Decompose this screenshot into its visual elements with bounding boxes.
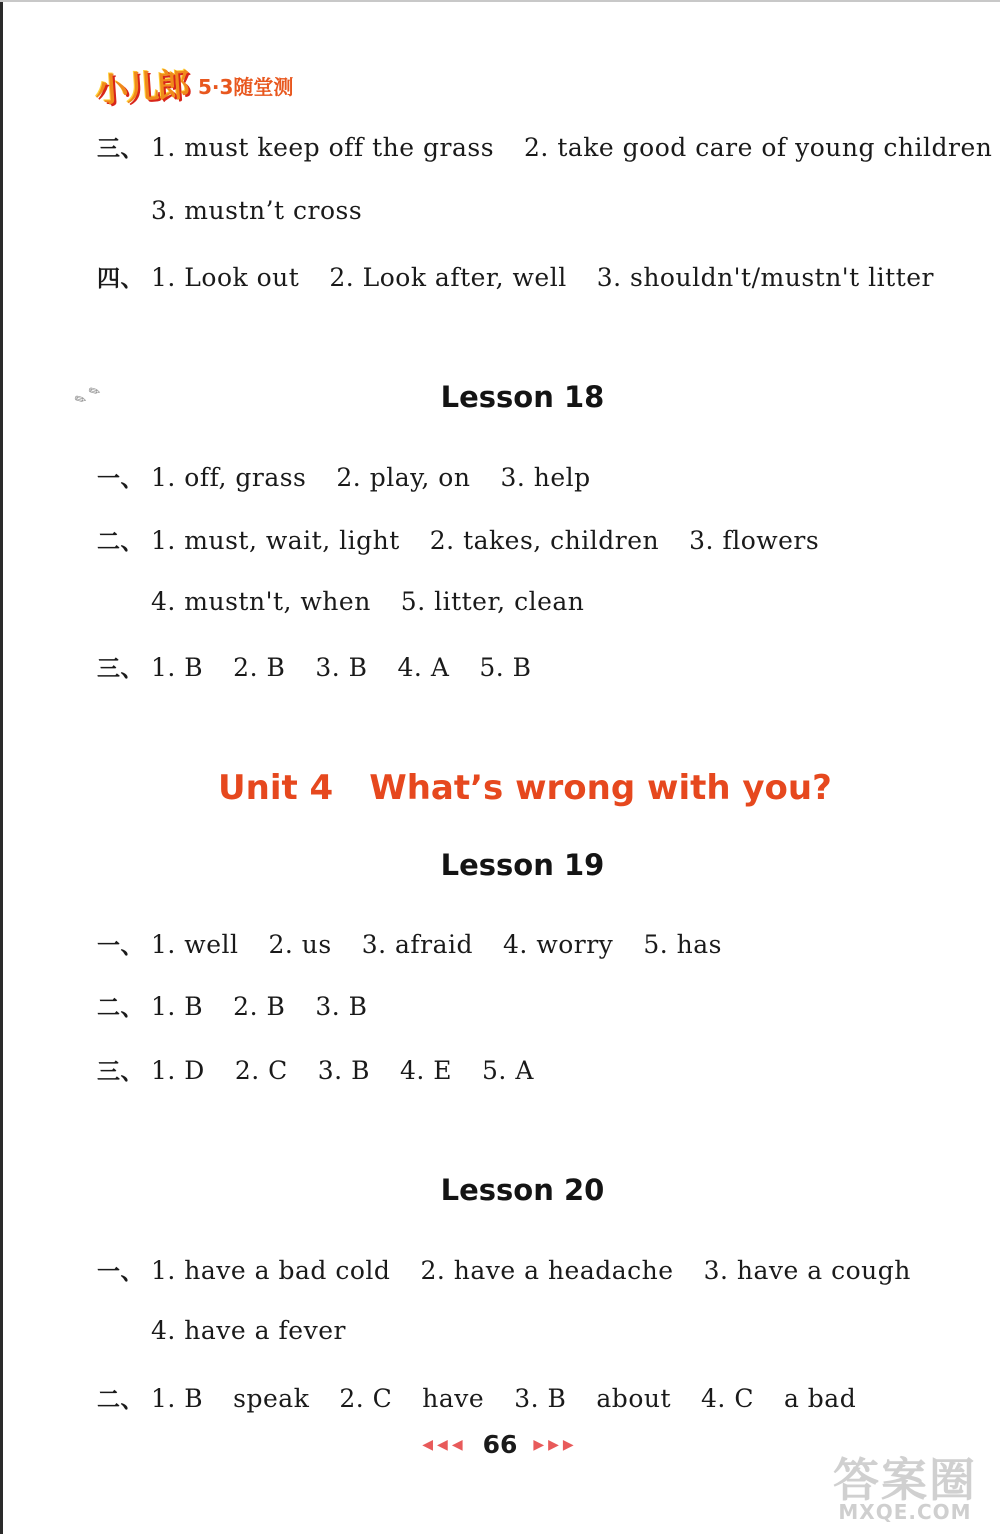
answer-item: 2. us xyxy=(268,930,332,959)
question-number: 四、 xyxy=(97,266,144,292)
answer-row-q3 xyxy=(97,650,532,683)
unit-title: What’s wrong with you? xyxy=(369,768,832,808)
answer-row-q2 xyxy=(97,1381,856,1414)
answer-item: 2. play, on xyxy=(336,463,471,492)
answer-item: 3. flowers xyxy=(689,526,820,555)
watermark-logo: 答案圈 xyxy=(833,1453,977,1507)
answer-row-q3 xyxy=(97,130,992,163)
watermark-url: MXQE.COM xyxy=(838,1500,972,1524)
answer-item: 2. C xyxy=(234,1056,288,1085)
answer-item: 5. B xyxy=(479,653,532,682)
answer-item: 5. litter, clean xyxy=(400,587,585,616)
answer-row-continuation xyxy=(151,587,584,616)
answer-item: 3. shouldn't/mustn't litter xyxy=(596,263,935,292)
answer-item: 4. C xyxy=(701,1384,754,1413)
answer-item: 2. Look after, well xyxy=(329,263,567,292)
answer-item: 5. A xyxy=(482,1056,534,1085)
answer-item: 2. take good care of young children xyxy=(524,133,993,162)
answer-row-q2 xyxy=(97,989,368,1022)
question-number: 一、 xyxy=(97,1259,144,1285)
brand-header xyxy=(95,62,293,109)
answer-row-q1 xyxy=(97,1253,911,1286)
question-number: 一、 xyxy=(97,933,144,959)
answer-row-q1 xyxy=(97,460,591,493)
answer-row-continuation xyxy=(151,196,362,225)
answer-item: have xyxy=(422,1384,485,1413)
question-number: 三、 xyxy=(97,1059,144,1085)
lesson-19-heading: Lesson 19 xyxy=(440,848,605,882)
unit-heading xyxy=(218,768,832,808)
right-arrows-icon: ▶▶▶ xyxy=(533,1436,578,1453)
answer-item: 3. B xyxy=(317,1056,370,1085)
answer-item: 1. have a bad cold xyxy=(151,1256,391,1285)
question-number: 二、 xyxy=(97,529,144,555)
unit-label: Unit 4 xyxy=(218,768,334,808)
page-left-border xyxy=(0,0,3,1534)
watermark xyxy=(820,1444,990,1524)
question-number: 二、 xyxy=(97,995,144,1021)
lesson-18-heading: Lesson 18 xyxy=(440,380,605,414)
answer-item: 5. has xyxy=(643,930,722,959)
answer-item: 1. B xyxy=(151,992,204,1021)
brand-series-title: 5·3随堂测 xyxy=(198,75,294,99)
answer-item: 1. Look out xyxy=(151,263,300,292)
answer-row-q1 xyxy=(97,927,722,960)
answer-item: 3. B xyxy=(315,653,368,682)
answer-item: 1. B xyxy=(151,653,204,682)
answer-item: 2. B xyxy=(233,653,286,682)
answer-item: 4. have a fever xyxy=(151,1316,346,1345)
answer-row-q3 xyxy=(97,1053,534,1086)
answer-item: 3. afraid xyxy=(361,930,474,959)
answer-item: 3. mustn’t cross xyxy=(151,196,363,225)
answer-item: 1. must keep off the grass xyxy=(151,133,495,162)
answer-item: 4. E xyxy=(399,1056,453,1085)
answer-item: 4. A xyxy=(397,653,450,682)
answer-item: 4. worry xyxy=(503,930,614,959)
answer-item: 3. have a cough xyxy=(703,1256,911,1285)
answer-item: 3. B xyxy=(514,1384,567,1413)
answer-item: 2. C xyxy=(339,1384,393,1413)
answer-item: 2. B xyxy=(233,992,286,1021)
answer-row-q4 xyxy=(97,260,934,293)
answer-item: 1. D xyxy=(151,1056,205,1085)
scan-mark-decoration: ✎ ✎ xyxy=(71,382,105,410)
answer-item: 1. off, grass xyxy=(151,463,307,492)
left-arrows-icon: ◀◀◀ xyxy=(422,1436,467,1453)
answer-item: 4. mustn't, when xyxy=(151,587,371,616)
answer-item: 2. takes, children xyxy=(429,526,660,555)
page-top-border xyxy=(0,0,1000,2)
question-number: 三、 xyxy=(97,136,144,162)
answer-item: about xyxy=(596,1384,672,1413)
answer-item: 1. must, wait, light xyxy=(151,526,400,555)
answer-item: speak xyxy=(233,1384,310,1413)
question-number: 三、 xyxy=(97,656,144,682)
lesson-20-heading: Lesson 20 xyxy=(440,1173,605,1207)
question-number: 一、 xyxy=(97,466,144,492)
answer-item: 1. well xyxy=(151,930,239,959)
question-number: 二、 xyxy=(97,1387,144,1413)
brand-logo: 小儿郎 xyxy=(93,64,190,111)
answer-item: a bad xyxy=(783,1384,857,1413)
answer-item: 2. have a headache xyxy=(420,1256,674,1285)
page-number: 66 xyxy=(482,1430,518,1459)
answer-item: 3. help xyxy=(500,463,591,492)
answer-item: 3. B xyxy=(315,992,368,1021)
answer-row-continuation xyxy=(151,1316,346,1345)
answer-item: 1. B xyxy=(151,1384,204,1413)
answer-row-q2 xyxy=(97,523,819,556)
